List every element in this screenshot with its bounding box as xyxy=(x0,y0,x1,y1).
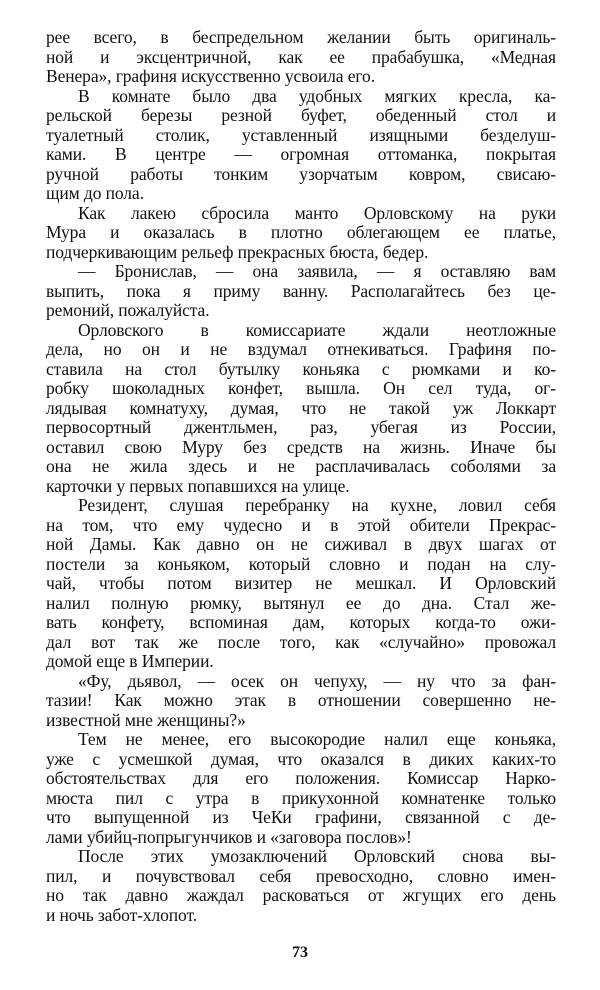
text-line: робку шоколадных конфет, вышла. Он сел туда, ог- xyxy=(46,378,556,398)
text-line: ручной работы тонким узорчатым ковром, свисаю- xyxy=(46,163,556,184)
text-line: дела, но он и не вздумал отнекиваться. Графиня по- xyxy=(46,339,556,359)
text-line: тазии! Как можно этак в отношении совершенно не- xyxy=(46,690,556,710)
text-line: что выпущенной из ЧеКи графини, связанной с де- xyxy=(46,807,556,827)
text-line: лядывая комнатуху, думая, что не такой уж Локкарт xyxy=(46,397,556,418)
text-line: домой еще в Империи. xyxy=(46,651,214,671)
paragraph xyxy=(46,28,556,87)
text-line: рельской березы резной буфет, обеденный стол и xyxy=(46,105,556,125)
paragraph xyxy=(46,87,556,204)
text-line: и ночь забот-хлопот. xyxy=(46,904,197,925)
paragraph xyxy=(46,847,556,925)
text-line: Венера», графиня искусственно усвоила его. xyxy=(46,66,375,86)
paragraph xyxy=(46,262,556,321)
text-line: но так давно жаждал расковаться от жгущих его день xyxy=(46,885,556,905)
text-line: она не жила здесь и не расплачивалась соболями за xyxy=(46,456,556,476)
text-line: подчеркивающим рельеф прекрасных бюста, бедер. xyxy=(46,241,429,262)
text-line: рее всего, в беспредельном желании быть оригиналь- xyxy=(46,27,556,47)
text-line: обстоятельствах для его положения. Комиссар Нарко- xyxy=(46,768,556,788)
text-line: карточки у первых попавшихся на улице. xyxy=(46,475,350,496)
text-line: постели за коньяком, который словно и подан на слу- xyxy=(46,553,556,574)
paragraph xyxy=(46,496,556,672)
text-line: туалетный столик, уставленный изящными безделуш- xyxy=(46,124,556,145)
text-line: дал вот так же после того, как «случайно» провожал xyxy=(46,631,556,652)
text-line: налил полную рюмку, вытянул ее до дна. Стал же- xyxy=(46,592,556,613)
paragraph xyxy=(46,321,556,497)
text-line: мюста пил с утра в прикухонной комнатенке только xyxy=(46,787,556,808)
book-page-text xyxy=(46,28,556,925)
text-line: — Бронислав, — она заявила, — я оставляю вам xyxy=(78,261,556,281)
text-line: лами убийц-попрыгунчиков и «заговора послов»! xyxy=(46,826,412,847)
text-line: ремоний, пожалуйста. xyxy=(46,300,210,320)
paragraph xyxy=(46,730,556,847)
text-line: Как лакею сбросила манто Орловскому на руки xyxy=(78,202,556,223)
text-line: первосортный джентльмен, раз, убегая из России, xyxy=(46,417,556,437)
paragraph xyxy=(46,204,556,263)
text-line: выпить, пока я приму ванну. Располагайтесь без це- xyxy=(46,280,556,301)
text-line: на том, что ему чудесно и в этой обители Прекрас- xyxy=(46,514,556,535)
text-line: ками. В центре — огромная оттоманка, покрытая xyxy=(46,144,556,164)
text-line: щим до пола. xyxy=(46,183,144,203)
text-line: ной и эксцентричной, как ее прабабушка, «Медная xyxy=(46,46,556,67)
paragraph xyxy=(46,672,556,731)
text-line: Орловского в комиссариате ждали неотложные xyxy=(78,319,556,340)
text-line: Мура и оказалась в плотно облегающем ее платье, xyxy=(46,222,556,242)
text-line: вать конфету, вспоминая дам, которых когда-то ожи- xyxy=(46,612,556,632)
text-line: пил, и почувствовал себя превосходно, словно имен- xyxy=(46,865,556,886)
text-line: известной мне женщины?» xyxy=(46,709,246,730)
text-line: ставила на стол бутылку коньяка с рюмками и ко- xyxy=(46,358,556,379)
text-line: В комнате было два удобных мягких кресла, ка- xyxy=(78,85,556,106)
page-number: 73 xyxy=(292,944,308,961)
text-line: оставил свою Муру без средств на жизнь. Иначе бы xyxy=(46,436,556,457)
text-line: уже с усмешкой думая, что оказался в диких каких-то xyxy=(46,748,556,769)
text-line: Тем не менее, его высокородие налил еще коньяка, xyxy=(78,729,556,749)
text-line: После этих умозаключений Орловский снова вы- xyxy=(78,846,556,866)
text-line: ной Дамы. Как давно он не сиживал в двух шагах от xyxy=(46,534,556,554)
text-line: «Фу, дьявол, — осек он чепуху, — ну что за фан- xyxy=(78,670,556,691)
text-line: Резидент, слушая перебранку на кухне, ловил себя xyxy=(78,495,556,515)
text-line: чай, чтобы потом визитер не мешкал. И Орловский xyxy=(46,573,556,593)
